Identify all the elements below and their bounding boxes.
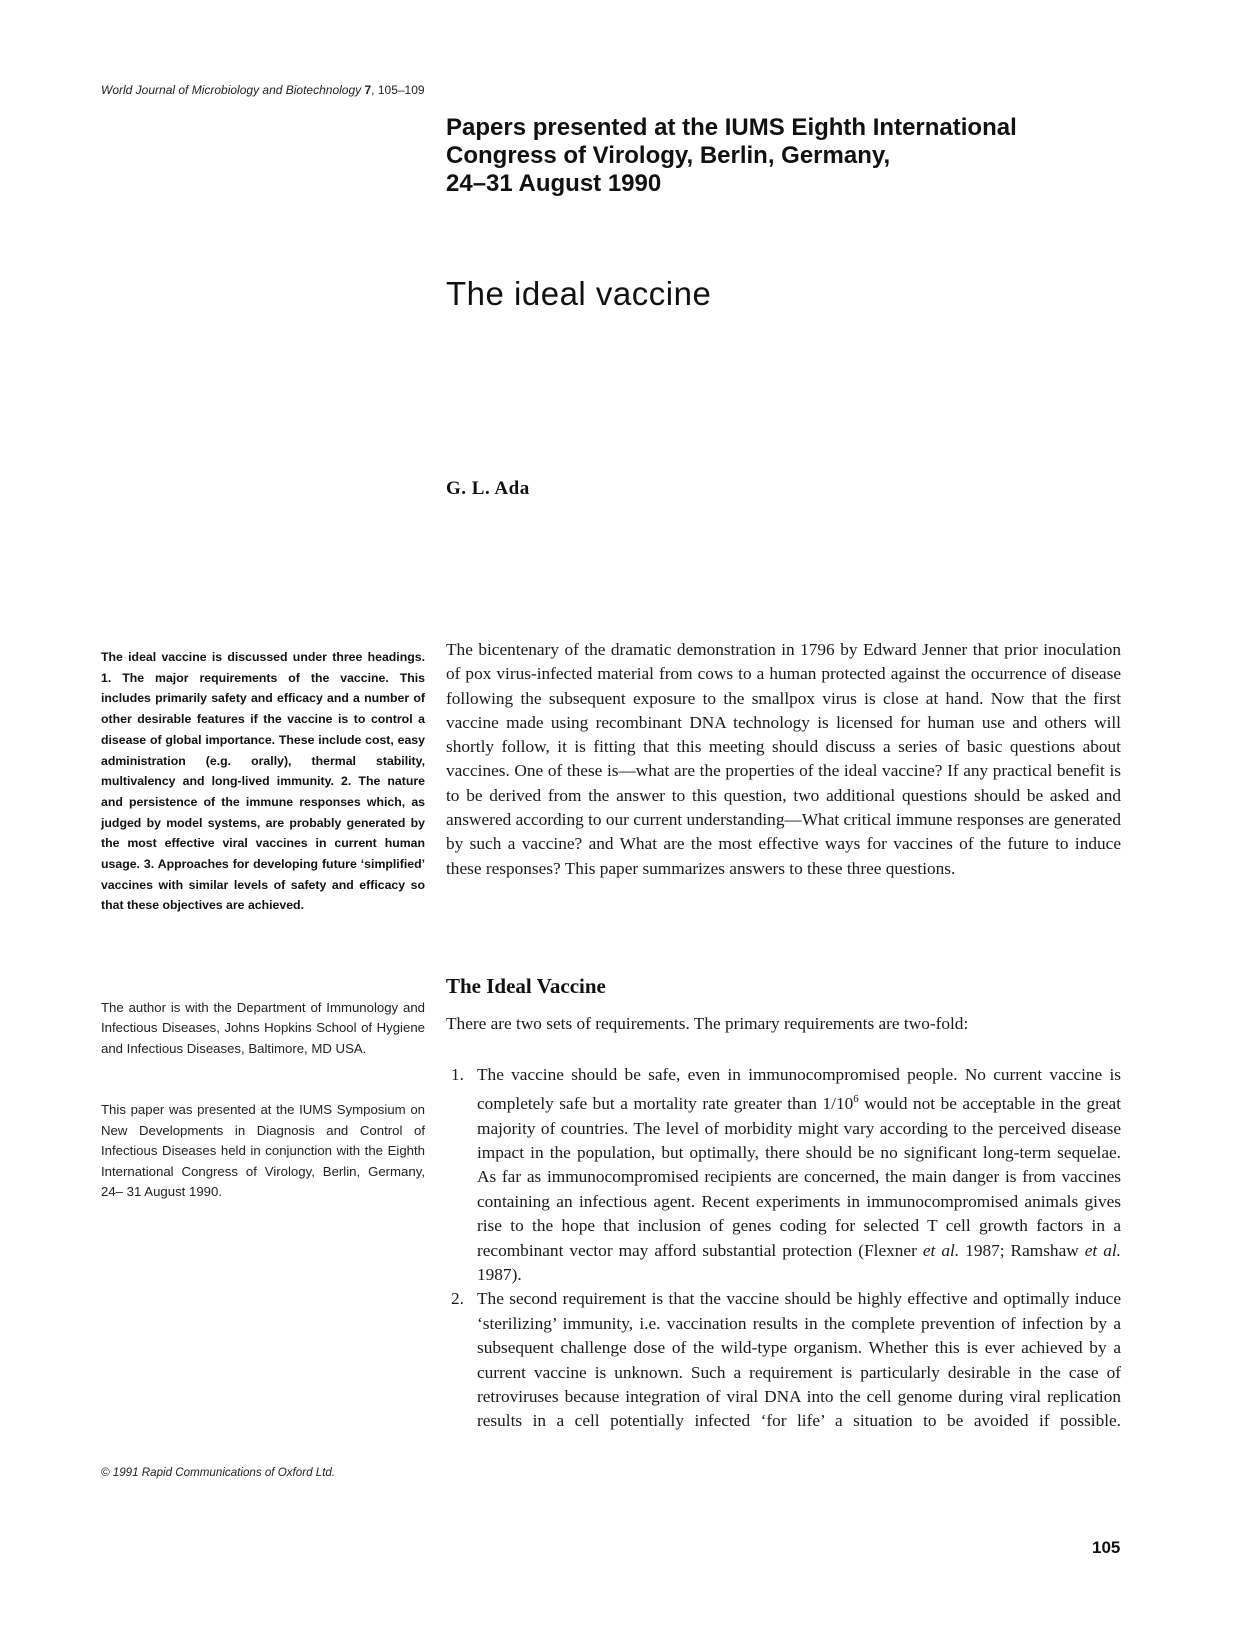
congress-heading <box>446 114 1146 198</box>
requirement-text: The vaccine should be safe, even in immunocompromised people. No current vaccine is completely safe but a mortality rate greater than $1/10^6$ would not be acceptable in the great majority of countries. The level of morbidity might vary according to the perceived disease impact in the population, but optimally, there should be no significant long-term sequelae. As far as immunocompromised recipients are concerned, the main danger is from vaccines containing an infectious agent. Recent experiments in immunocompromised animals gives rise to the hope that inclusion of genes coding for selected T cell growth factors in a recombinant vector may afford substantial protection (Flexner et al. 1987; Ramshaw et al. 1987). <box>477 1065 1122 1285</box>
citation-et-al: et al. <box>922 1240 960 1260</box>
journal-volume: 7 <box>364 83 372 97</box>
abstract: The ideal vaccine is discussed under three headings. 1. The major requirements of the vaccine. This includes primarily safety and efficacy and a number of other desirable features if the vaccine is to control a disease of global importance. These include cost, easy administration (e.g. orally), thermal stability, multivalency and long-lived immunity. 2. The nature and persistence of the immune responses which, as judged by model systems, are probably generated by the most effective viral vaccines in current human usage. 3. Approaches for developing future ‘simplified’ vaccines with similar levels of safety and efficacy so that these objectives are achieved. <box>101 650 425 913</box>
requirement-text: The second requirement is that the vaccine should be highly effective and optimally induce ‘sterilizing’ immunity, i.e. vaccination results in the complete prevention of infection by a subsequent challenge dose of the wild-type organism. Whether this is ever achieved by a current vaccine is unknown. Such a requirement is particularly desirable in the case of retroviruses because integration of viral DNA into the cell genome during viral replication results in a cell potentially infected ‘for life’ a situation to be avoided if possible. <box>477 1289 1121 1431</box>
requirements-list <box>451 1063 1121 1434</box>
author-affiliation: The author is with the Department of Immunology and Infectious Diseases, Johns Hopkins School of Hygiene and Infectious Diseases, Baltimore, MD USA. <box>101 1000 425 1056</box>
requirement-number: 2. <box>451 1289 464 1309</box>
page-number: 105 <box>1092 1538 1121 1557</box>
presentation-note: This paper was presented at the IUMS Symposium on New Developments in Diagnosis and Control of Infectious Diseases held in conjunction with the Eighth International Congress of Virology, Berlin, Germany, 24– 31 August 1990. <box>101 1102 425 1199</box>
congress-line-2: Congress of Virology, Berlin, Germany, <box>446 142 891 169</box>
paper-author: G. L. Ada <box>446 478 530 499</box>
paper-title: The ideal vaccine <box>446 275 712 312</box>
journal-pages: , 105–109 <box>371 83 425 97</box>
requirement-item-2 <box>451 1287 1121 1433</box>
congress-line-3: 24–31 August 1990 <box>446 170 662 197</box>
intro-paragraph: The bicentenary of the dramatic demonstration in 1796 by Edward Jenner that prior inoculation of pox virus-infected material from cows to a human protected against the occurrence of disease following the subsequent exposure to the smallpox virus is close at hand. Now that the first vaccine made using recombinant DNA technology is licensed for human use and others will shortly follow, it is fitting that this meeting should discuss a series of basic questions about vaccines. One of these is—what are the properties of the ideal vaccine? If any practical benefit is to be derived from the answer to this question, two additional questions should be asked and answered according to our current understanding—What critical immune responses are generated by such a vaccine? and What are the most effective ways for vaccines of the future to induce these responses? This paper summarizes answers to these three questions. <box>446 640 1121 878</box>
congress-line-1: Papers presented at the IUMS Eighth International <box>446 114 1017 141</box>
requirement-item-1 <box>451 1063 1121 1287</box>
requirements-lead: There are two sets of requirements. The primary requirements are two-fold: <box>446 1014 969 1033</box>
journal-name: World Journal of Microbiology and Biotechnology <box>101 83 362 97</box>
section-heading-ideal-vaccine: The Ideal Vaccine <box>446 974 606 998</box>
journal-citation <box>101 83 425 97</box>
superscript-exponent: 6 <box>853 1093 859 1106</box>
copyright-notice: © 1991 Rapid Communications of Oxford Ltd. <box>101 1466 336 1479</box>
requirement-number: 1. <box>451 1065 464 1084</box>
citation-et-al: et al. <box>1084 1240 1122 1260</box>
